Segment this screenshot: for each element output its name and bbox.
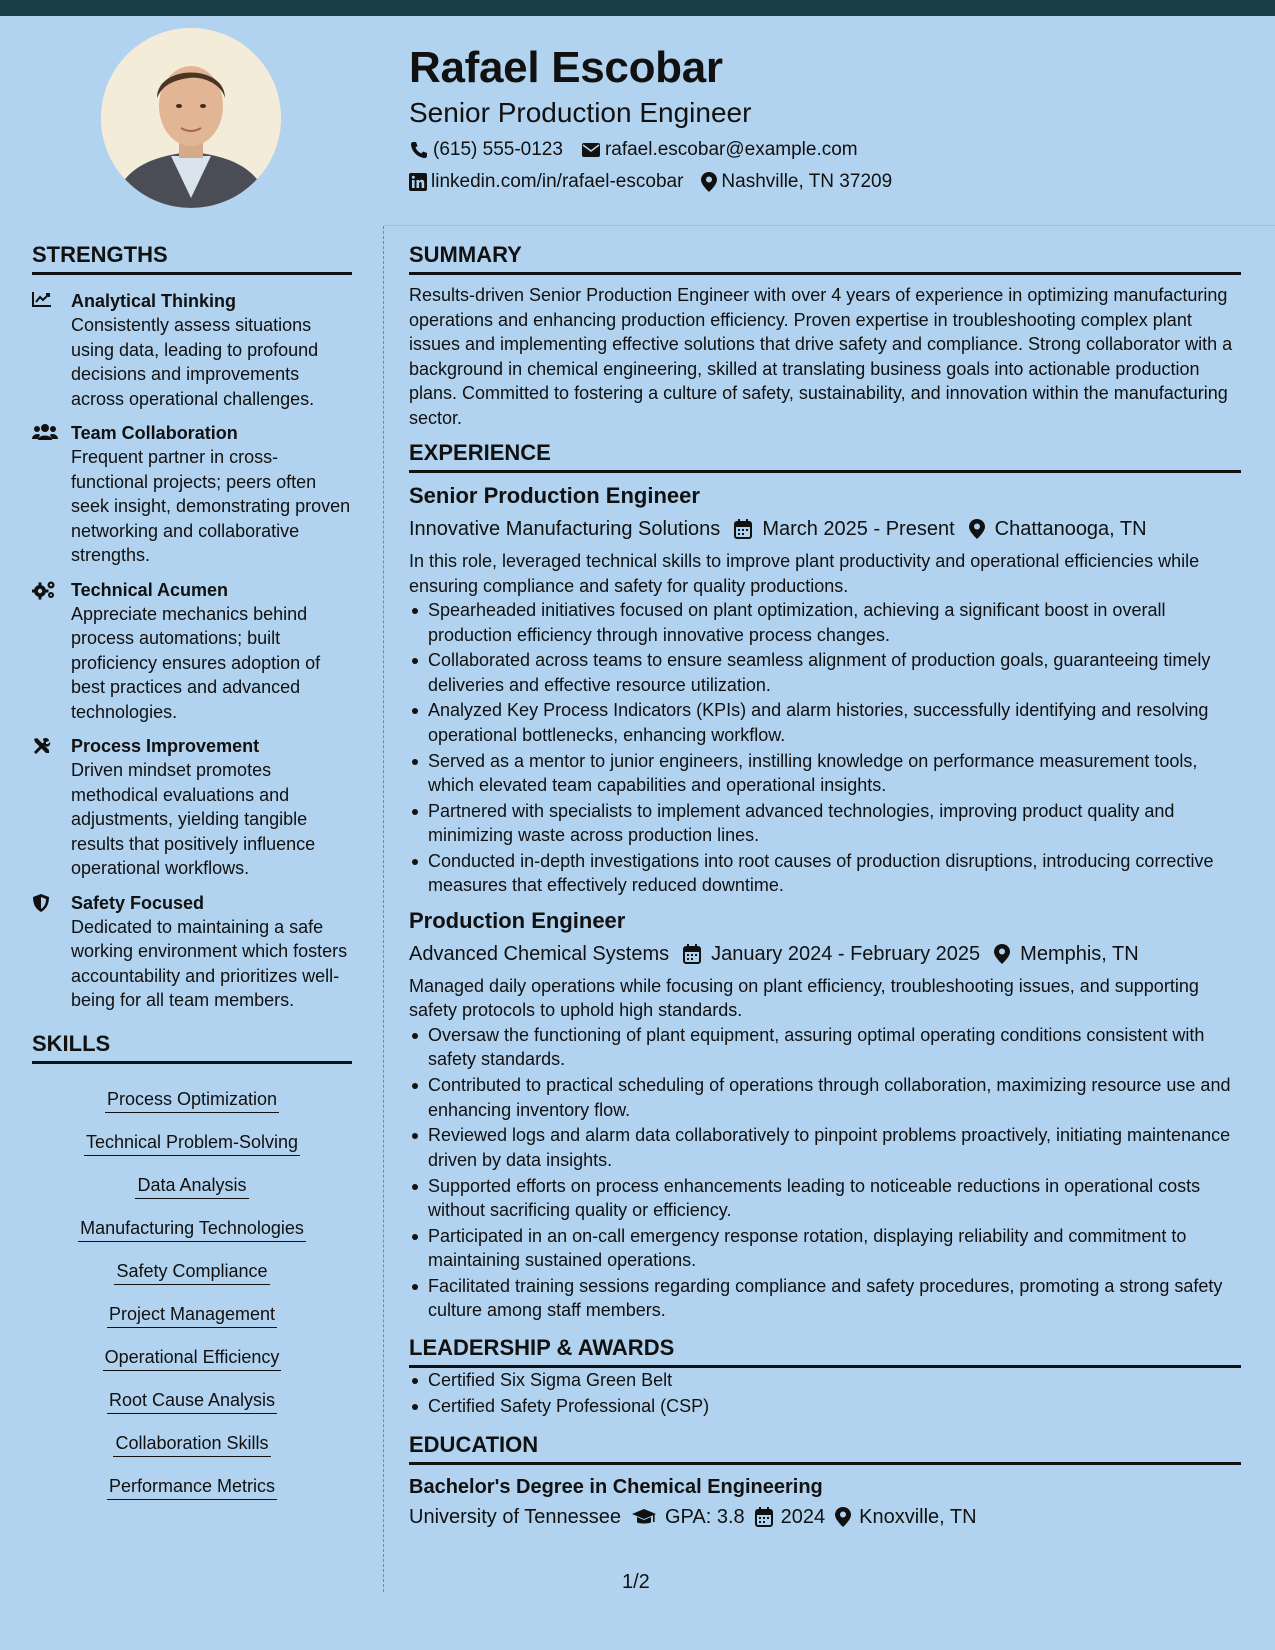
list-item: Certified Six Sigma Green Belt <box>409 1368 1241 1393</box>
map-pin-icon <box>701 172 717 192</box>
job-bullets <box>409 1023 1241 1323</box>
strength-desc: Consistently assess situations using data, leading to profound decisions and improvements across operational challenges. <box>71 315 319 409</box>
job-title: Production Engineer <box>409 907 626 933</box>
job-meta <box>409 515 1241 543</box>
list-item: Reviewed logs and alarm data collaboratively to pinpoint problems proactively, initiating maintenance driven by data insights. <box>409 1123 1241 1172</box>
job-company: Innovative Manufacturing Solutions <box>409 518 721 540</box>
map-pin-icon <box>969 519 985 539</box>
list-item: Partnered with specialists to implement advanced technologies, improving product quality and minimizing waste across production lines. <box>409 799 1241 848</box>
list-item: Collaborated across teams to ensure seamless alignment of production goals, guaranteeing timely deliveries and effective resource utilization. <box>409 648 1241 697</box>
job-title: Senior Production Engineer <box>409 483 700 508</box>
degree-title: Bachelor's Degree in Chemical Engineering <box>409 1476 823 1499</box>
gears-icon <box>32 580 56 600</box>
contact-email[interactable] <box>581 138 858 162</box>
linkedin-icon <box>409 173 427 191</box>
school-name: University of Tennessee <box>409 1506 621 1529</box>
phone-icon <box>409 140 429 160</box>
job-location-text: Memphis, TN <box>1020 942 1139 965</box>
envelope-icon <box>581 141 601 159</box>
education-location <box>835 1503 976 1531</box>
strength-title: Process Improvement <box>71 736 260 756</box>
gpa-text: GPA: 3.8 <box>664 1506 745 1529</box>
strength-title: Technical Acumen <box>71 579 229 600</box>
job-bullets <box>409 598 1241 898</box>
skill-tag: Manufacturing Technologies <box>78 1215 306 1242</box>
candidate-title: Senior Production Engineer <box>409 97 752 128</box>
job-location-text: Chattanooga, TN <box>994 518 1147 540</box>
graduation-cap-icon <box>631 1508 657 1526</box>
list-item: Certified Safety Professional (CSP) <box>409 1394 1241 1419</box>
strength-item <box>32 421 352 568</box>
skill-tag: Data Analysis <box>135 1172 248 1199</box>
job-dates <box>734 515 954 543</box>
map-pin-icon <box>835 1507 851 1527</box>
skill-tag: Operational Efficiency <box>103 1344 282 1371</box>
list-item: Conducted in-depth investigations into root causes of production disruptions, introducing corrective measures that effectively reduced downtime. <box>409 849 1241 898</box>
strength-desc: Driven mindset promotes methodical evaluations and adjustments, yielding tangible results that positively influence operational workflows. <box>71 760 316 878</box>
strength-desc: Appreciate mechanics behind process automations; built proficiency ensures adoption of best practices and advanced technologies. <box>71 603 321 722</box>
contact-linkedin[interactable] <box>409 170 683 194</box>
list-item: Contributed to practical scheduling of operations through collaboration, maximizing resource use and enhancing inventory flow. <box>409 1073 1241 1122</box>
job-dates-text: March 2025 - Present <box>762 518 955 540</box>
skills-list <box>32 1070 352 1500</box>
education-gpa <box>631 1503 745 1531</box>
skill-tag: Safety Compliance <box>114 1258 269 1285</box>
contact-row-2 <box>409 170 1229 194</box>
experience-heading: EXPERIENCE <box>409 438 1241 473</box>
summary-text: Results-driven Senior Production Engineer with over 4 years of experience in optimizing manufacturing operations and enhancing production efficiency. Proven expertise in troubleshooting complex plant issues and implementing effective solutions that drive safety and compliance. Strong collaborator with a background in chemical engineering, skilled at translating business goals into actionable production plans. Committed to fostering a culture of safety, sustainability, and innovation within the manufacturing sector. <box>409 285 1233 428</box>
top-accent-bar <box>0 0 1275 16</box>
shield-icon <box>32 893 50 913</box>
strength-title: Safety Focused <box>71 892 205 913</box>
list-item: Participated in an on-call emergency response rotation, displaying reliability and commitment to maintaining sustained operations. <box>409 1224 1241 1273</box>
location-text: Nashville, TN 37209 <box>721 171 893 192</box>
job-description: In this role, leveraged technical skills to improve plant productivity and operational efficiencies while ensuring compliance and safety for quality productions. <box>409 551 1200 596</box>
calendar-icon <box>755 1507 773 1527</box>
skills-heading: SKILLS <box>32 1029 352 1064</box>
profile-photo <box>101 28 281 208</box>
skill-tag: Technical Problem-Solving <box>84 1129 300 1156</box>
list-item: Spearheaded initiatives focused on plant optimization, achieving a significant boost in overall production efficiency through innovative process changes. <box>409 598 1241 647</box>
education-year <box>755 1503 826 1531</box>
summary-heading: SUMMARY <box>409 240 1241 275</box>
job-entry <box>409 906 1241 1323</box>
job-company: Advanced Chemical Systems <box>409 942 670 965</box>
contact-location <box>701 170 892 194</box>
contact-row-1 <box>409 138 1229 162</box>
job-location <box>994 940 1139 968</box>
candidate-name: Rafael Escobar <box>409 43 723 92</box>
list-item: Analyzed Key Process Indicators (KPIs) and alarm histories, successfully identifying and resolving operational bottlenecks, enhancing workflow. <box>409 698 1241 747</box>
skill-tag: Project Management <box>107 1301 277 1328</box>
job-dates-text: January 2024 - February 2025 <box>711 942 981 965</box>
skill-tag: Collaboration Skills <box>113 1430 270 1457</box>
column-divider <box>383 226 384 1592</box>
strength-item <box>32 891 352 1013</box>
education-meta <box>409 1503 1241 1531</box>
chart-line-icon <box>32 291 52 307</box>
tools-icon <box>32 736 52 756</box>
page-number: 1/2 <box>622 1571 650 1593</box>
list-item: Facilitated training sessions regarding compliance and safety procedures, promoting a strong safety culture among staff members. <box>409 1274 1241 1323</box>
education-location-text: Knoxville, TN <box>859 1506 977 1529</box>
strength-item <box>32 289 352 411</box>
contact-phone[interactable] <box>409 138 563 162</box>
map-pin-icon <box>994 944 1010 964</box>
list-item: Served as a mentor to junior engineers, instilling knowledge on performance measurement tools, which elevated team capabilities and operational insights. <box>409 749 1241 798</box>
linkedin-text: linkedin.com/in/rafael-escobar <box>431 171 684 192</box>
resume-header <box>409 40 1229 194</box>
users-icon <box>32 423 58 441</box>
list-item: Oversaw the functioning of plant equipment, assuring optimal operating conditions consistent with safety standards. <box>409 1023 1241 1072</box>
strength-item <box>32 578 352 725</box>
strength-title: Analytical Thinking <box>71 291 237 311</box>
calendar-icon <box>734 519 752 539</box>
right-column <box>409 240 1241 1531</box>
strength-desc: Dedicated to maintaining a safe working environment which fosters accountability and prioritizes well-being for all team members. <box>71 916 348 1010</box>
job-meta <box>409 940 1241 968</box>
strengths-list <box>32 289 352 1013</box>
job-location <box>969 515 1147 543</box>
calendar-icon <box>683 944 701 964</box>
skill-tag: Root Cause Analysis <box>107 1387 277 1414</box>
awards-list <box>409 1368 1241 1418</box>
list-item: Supported efforts on process enhancements leading to noticeable reductions in operational costs without sacrificing quality or efficiency. <box>409 1174 1241 1223</box>
left-column <box>32 240 352 1500</box>
strength-title: Team Collaboration <box>71 423 238 443</box>
skill-tag: Process Optimization <box>105 1086 279 1113</box>
header-divider <box>384 225 1275 226</box>
year-text: 2024 <box>780 1506 826 1529</box>
education-heading: EDUCATION <box>409 1430 1241 1465</box>
email-text: rafael.escobar@example.com <box>604 139 858 160</box>
skill-tag: Performance Metrics <box>107 1473 277 1500</box>
leadership-heading: LEADERSHIP & AWARDS <box>409 1333 1241 1368</box>
phone-text: (615) 555-0123 <box>433 139 563 160</box>
strength-desc: Frequent partner in cross-functional projects; peers often seek insight, demonstrating proven networking and collaborative strengths. <box>71 447 351 565</box>
job-dates <box>683 940 980 968</box>
strength-item <box>32 734 352 881</box>
job-entry <box>409 481 1241 898</box>
strengths-heading: STRENGTHS <box>32 240 352 275</box>
job-description: Managed daily operations while focusing on plant efficiency, troubleshooting issues, and supporting safety protocols to uphold high standards. <box>409 975 1199 1021</box>
